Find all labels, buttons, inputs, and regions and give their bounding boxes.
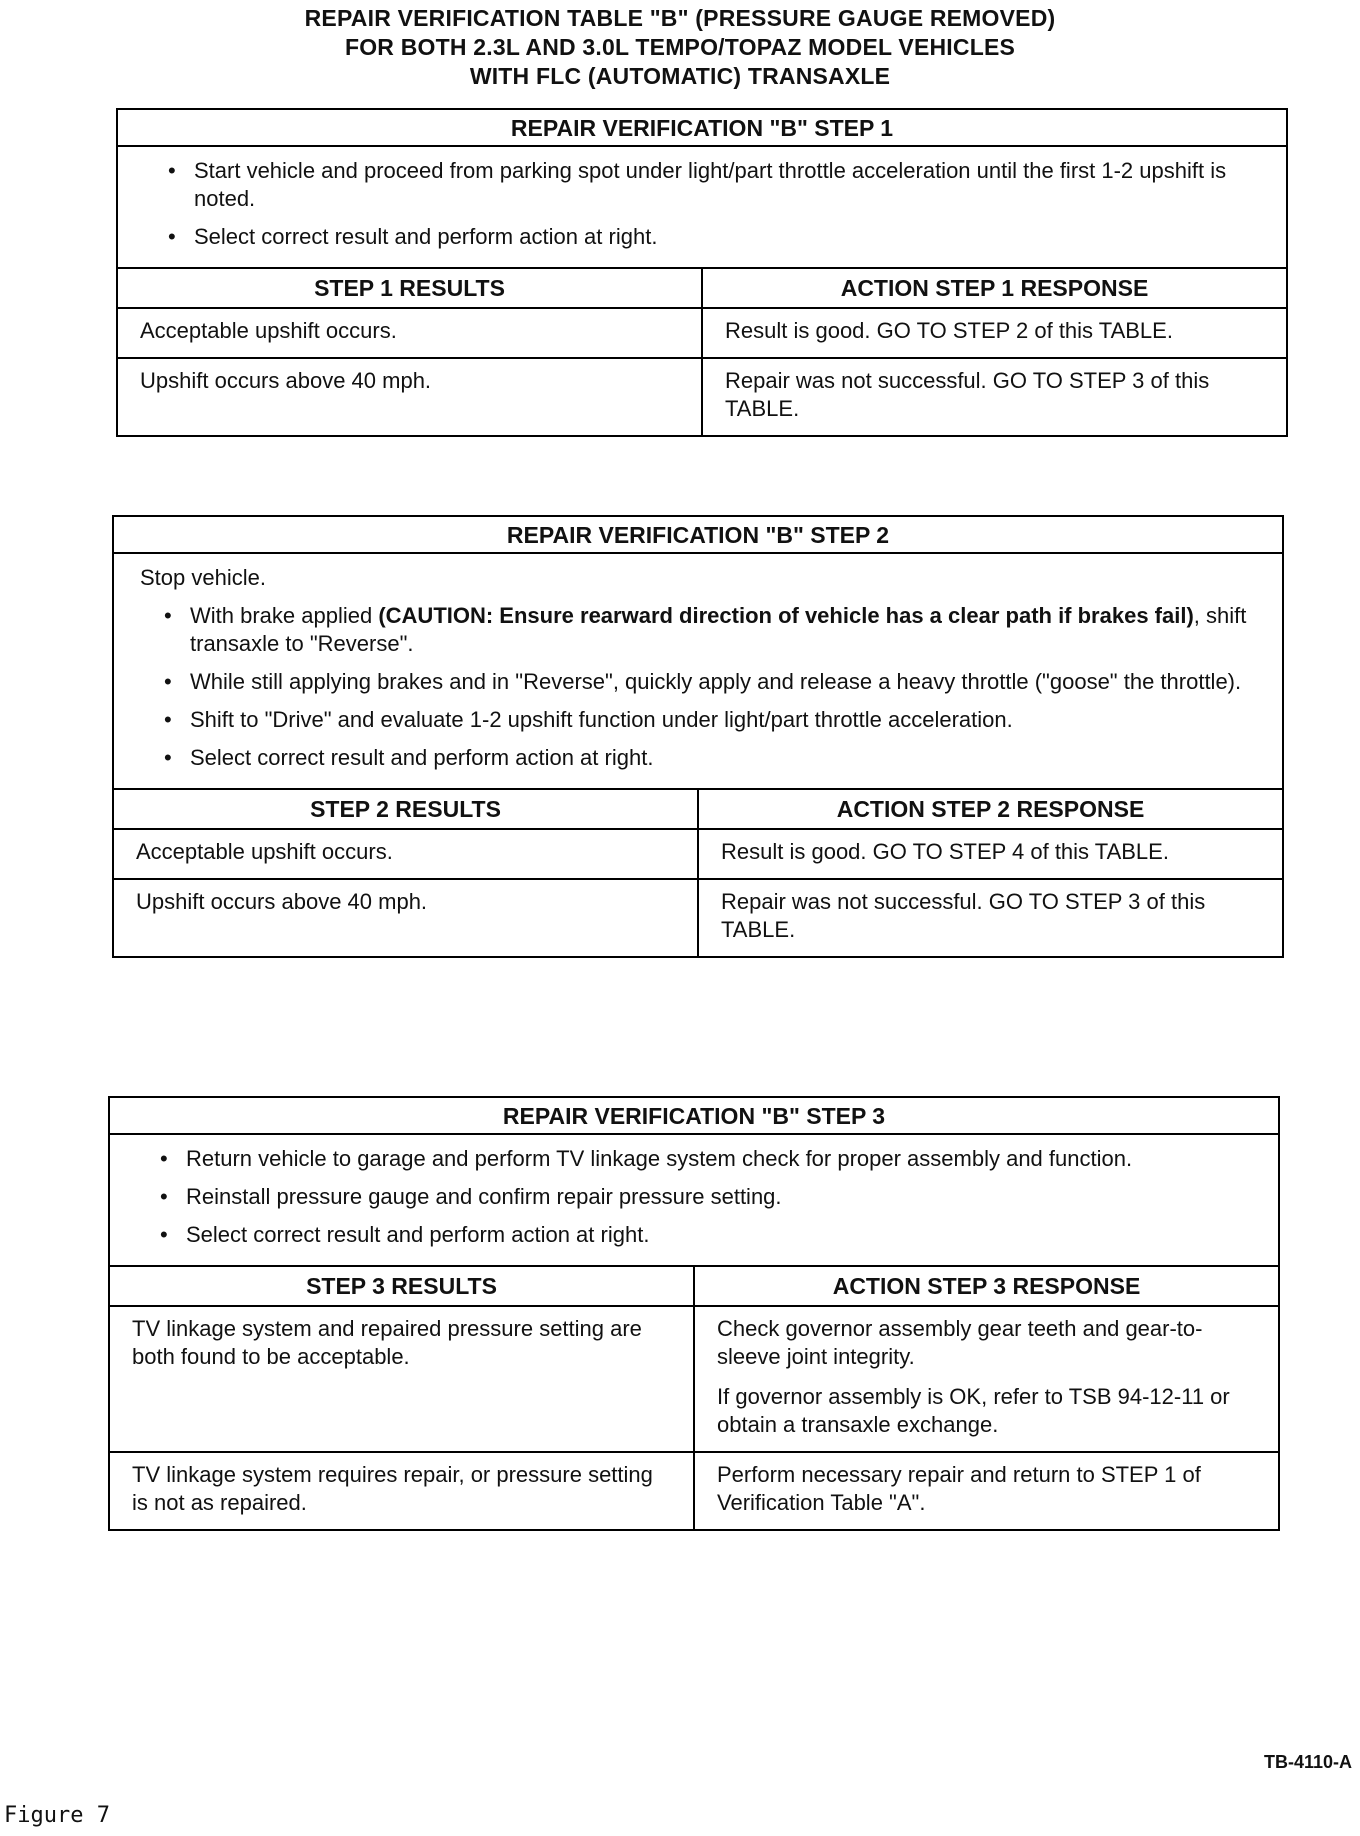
step-3-box	[108, 1096, 1280, 1531]
step-1-instructions	[118, 147, 1286, 269]
step-2-heading: REPAIR VERIFICATION "B" STEP 2	[114, 517, 1282, 554]
step-2-box	[112, 515, 1284, 958]
step-2-instructions	[114, 554, 1282, 790]
step-3-heading: REPAIR VERIFICATION "B" STEP 3	[110, 1098, 1278, 1135]
action-cell: Result is good. GO TO STEP 4 of this TABLE.	[698, 829, 1282, 879]
step-2-action-header: ACTION STEP 2 RESPONSE	[698, 790, 1282, 829]
step-2-results-table	[114, 790, 1282, 956]
step-1-results-table	[118, 269, 1286, 435]
action-cell: Perform necessary repair and return to STEP 1 of Verification Table "A".	[717, 1462, 1201, 1515]
step-2-bullet-list	[142, 602, 1252, 772]
step-2-intro: Stop vehicle.	[140, 565, 266, 590]
step-2-results-header: STEP 2 RESULTS	[114, 790, 698, 829]
table-row	[114, 879, 1282, 956]
bullet-suffix: , shift transaxle to "Reverse".	[190, 603, 1247, 656]
step-3-instructions	[110, 1135, 1278, 1267]
list-item: • Select correct result and perform action at right.	[160, 1221, 1248, 1249]
list-item: • Start vehicle and proceed from parking spot under light/part throttle acceleration until the first 1-2 upshift is noted.	[168, 157, 1256, 213]
result-cell: TV linkage system requires repair, or pressure setting is not as repaired.	[110, 1452, 694, 1529]
result-cell: Acceptable upshift occurs.	[114, 829, 698, 879]
caution-text: (CAUTION: Ensure rearward direction of vehicle has a clear path if brakes fail)	[378, 603, 1194, 628]
bullet-prefix: With brake applied	[190, 603, 379, 628]
step-3-results-table	[110, 1267, 1278, 1529]
step-3-bullet-list	[138, 1145, 1248, 1249]
title-line-2: FOR BOTH 2.3L AND 3.0L TEMPO/TOPAZ MODEL VEHICLES	[344, 34, 1016, 60]
table-row	[118, 358, 1286, 435]
action-paragraph: If governor assembly is OK, refer to TSB 94-12-11 or obtain a transaxle exchange.	[717, 1384, 1230, 1437]
title-line-1: REPAIR VERIFICATION TABLE "B" (PRESSURE GAUGE REMOVED)	[304, 5, 1056, 31]
document-title	[0, 4, 1360, 91]
step-1-heading: REPAIR VERIFICATION "B" STEP 1	[118, 110, 1286, 147]
result-cell: Upshift occurs above 40 mph.	[114, 879, 698, 956]
action-cell: Repair was not successful. GO TO STEP 3 of this TABLE.	[725, 368, 1210, 421]
list-item: • Reinstall pressure gauge and confirm repair pressure setting.	[160, 1183, 1248, 1211]
table-row	[110, 1306, 1278, 1452]
list-item: • Return vehicle to garage and perform TV linkage system check for proper assembly and function.	[160, 1145, 1248, 1173]
step-3-action-header: ACTION STEP 3 RESPONSE	[694, 1267, 1278, 1306]
action-paragraph: Check governor assembly gear teeth and gear-to-sleeve joint integrity.	[717, 1316, 1203, 1369]
list-item: • Shift to "Drive" and evaluate 1-2 upshift function under light/part throttle acceleration.	[164, 706, 1252, 734]
table-row	[118, 308, 1286, 358]
title-line-3: WITH FLC (AUTOMATIC) TRANSAXLE	[469, 63, 891, 89]
step-1-results-header: STEP 1 RESULTS	[118, 269, 702, 308]
table-row	[110, 1452, 1278, 1529]
result-cell: TV linkage system and repaired pressure setting are both found to be acceptable.	[110, 1306, 694, 1452]
list-item: • Select correct result and perform action at right.	[168, 223, 1256, 251]
action-cell: Repair was not successful. GO TO STEP 3 of this TABLE.	[721, 889, 1206, 942]
step-3-results-header: STEP 3 RESULTS	[110, 1267, 694, 1306]
step-1-bullet-list	[146, 157, 1256, 251]
document-code: TB-4110-A	[1263, 1752, 1352, 1772]
figure-label: Figure 7	[4, 1803, 110, 1828]
result-cell: Acceptable upshift occurs.	[118, 308, 702, 358]
result-cell: Upshift occurs above 40 mph.	[118, 358, 702, 435]
list-item: • Select correct result and perform action at right.	[164, 744, 1252, 772]
list-item	[164, 602, 1252, 658]
list-item: • While still applying brakes and in "Reverse", quickly apply and release a heavy throttle ("goose" the throttle).	[164, 668, 1252, 696]
table-row	[114, 829, 1282, 879]
step-1-action-header: ACTION STEP 1 RESPONSE	[702, 269, 1286, 308]
action-cell: Result is good. GO TO STEP 2 of this TABLE.	[702, 308, 1286, 358]
step-1-box	[116, 108, 1288, 437]
action-cell	[694, 1306, 1278, 1452]
